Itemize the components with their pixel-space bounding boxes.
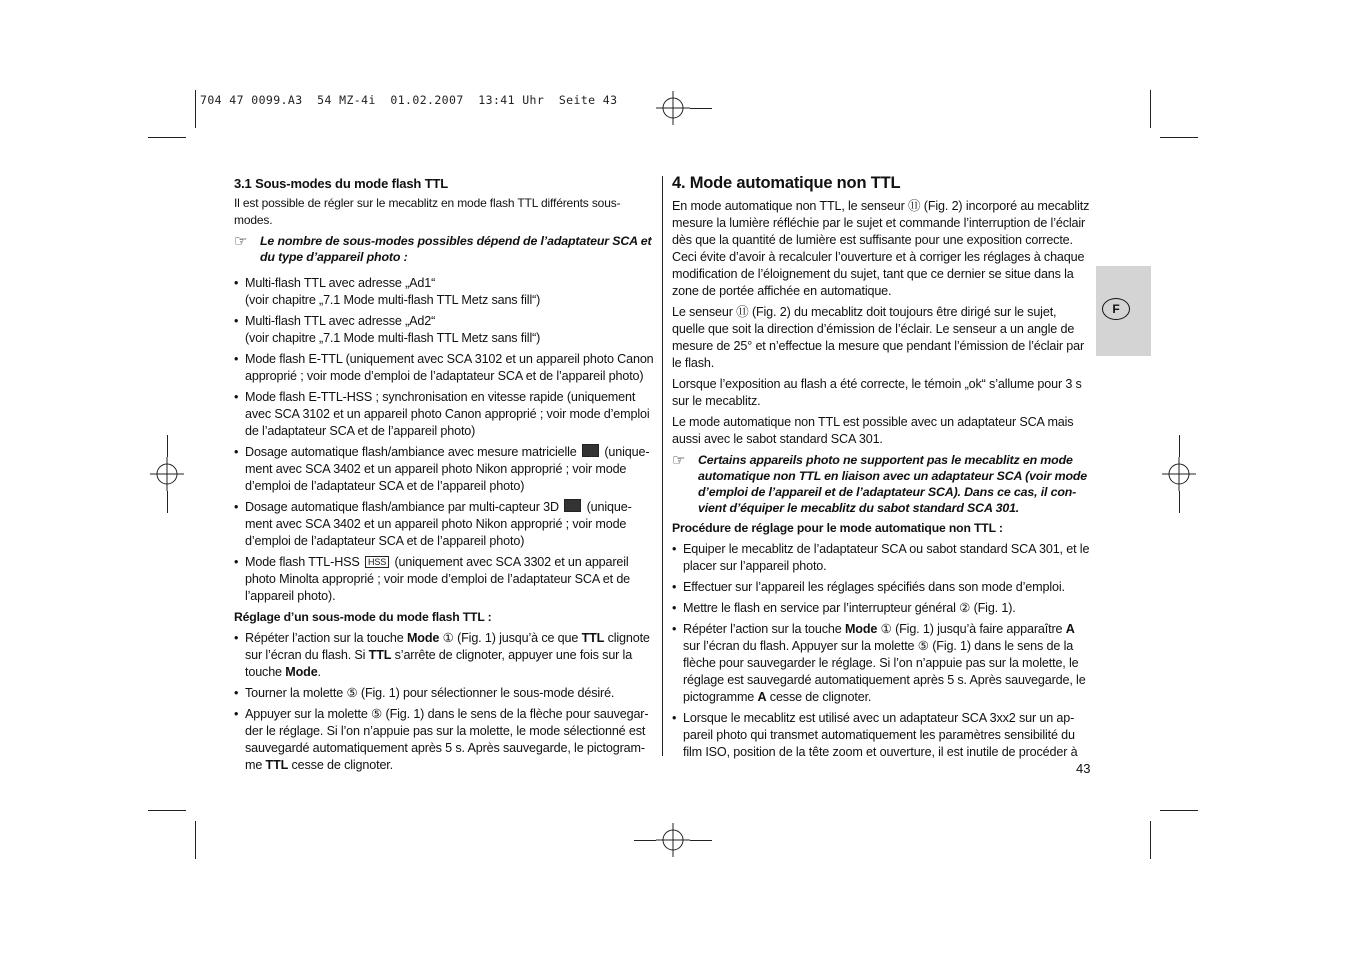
left-steps-list (234, 630, 658, 774)
registration-mark-top-icon (656, 91, 690, 125)
registration-mark-right-icon (1162, 457, 1196, 491)
crop-mark-top-right-h (1160, 137, 1198, 138)
3d-multi-sensor-icon (564, 499, 581, 512)
left-sub-heading: Réglage d’un sous-mode du mode flash TTL : (234, 610, 492, 624)
pointing-hand-icon: ☞ (672, 452, 686, 469)
list-item: • Appuyer sur la molette ⑤ (Fig. 1) dans le sens de la flèche pour sauvegar-der le réglage. Si l’on n’appuie pas sur la molette, le mode sélectionné est sauvegardé automatiquement après 5 s. Après sauvegarde, le pictogram-me TTL cesse de clignoter. (234, 706, 658, 774)
list-item: • Répéter l’action sur la touche Mode ① (Fig. 1) jusqu’à faire apparaître A sur l’écran du flash. Appuyer sur la molette ⑤ (Fig. 1) dans le sens de la flèche pour sauvegarder le réglage. Si l’on n’appuie pas sur la molette, le réglage est sauvegardé automatiquement après 5 s. Après sauvegarde, le pictogramme A cesse de clignoter. (672, 621, 1092, 706)
list-item: • Dosage automatique flash/ambiance par multi-capteur 3D (unique-ment avec SCA 3402 et un appareil photo Nikon approprié ; voir mode d’emploi de l’adaptateur SCA et de l’appareil photo) (234, 499, 658, 550)
crop-mark-bottom-right-v (1150, 821, 1151, 859)
list-item: • Mode flash TTL-HSS HSS (uniquement avec SCA 3302 et un appareil photo Minolta approprié ; voir mode d’emploi de l’adaptateur SCA et de l’appareil photo). (234, 554, 658, 605)
right-paragraph-4: Le mode automatique non TTL est possible avec un adaptateur SCA mais aussi avec le sabot standard SCA 301. (672, 415, 1074, 446)
print-header-line: 704 47 0099.A3 54 MZ-4i 01.02.2007 13:41 Uhr Seite 43 (200, 93, 618, 107)
registration-line-left-bottom (167, 491, 168, 513)
list-item: • Dosage automatique flash/ambiance avec mesure matricielle (unique-ment avec SCA 3402 et un appareil photo Nikon approprié ; voir mode d’emploi de l’adaptateur SCA et de l’appareil photo) (234, 444, 658, 495)
list-item: • Multi-flash TTL avec adresse „Ad2“ (voir chapitre „7.1 Mode multi-flash TTL Metz sans fill“) (234, 313, 658, 347)
matrix-metering-icon (582, 444, 599, 457)
list-item: • Mode flash E-TTL (uniquement avec SCA 3102 et un appareil photo Canon approprié ; voir mode d’emploi de l’adaptateur SCA et de l’appareil photo) (234, 351, 658, 385)
language-tab-letter: F (1102, 298, 1130, 320)
registration-mark-left-icon (150, 457, 184, 491)
left-intro: Il est possible de régler sur le mecablitz en mode flash TTL différents sous-modes. (234, 196, 621, 227)
crop-mark-top-right-v (1150, 90, 1151, 128)
list-item: • Lorsque le mecablitz est utilisé avec un adaptateur SCA 3xx2 sur un ap-pareil photo qui transmet automatiquement les paramètres sensibilité du film ISO, position de la tête zoom et ouverture, il est inutile de procéder à (672, 710, 1092, 761)
hss-badge: HSS (365, 556, 389, 568)
crop-mark-bottom-left-h (148, 810, 186, 811)
right-paragraph-2: Le senseur ⑪ (Fig. 2) du mecablitz doit toujours être dirigé sur le sujet, quelle que soit la direction d’émission de l’éclair. Le senseur a un angle de mesure de 25° et n’effectue la mesure que pendant l’émission de l’éclair par le flash. (672, 305, 1085, 370)
column-divider (662, 176, 663, 756)
right-paragraph-1: En mode automatique non TTL, le senseur ⑪ (Fig. 2) incorporé au mecablitz mesure la lumière réfléchie par le sujet et commande l’interruption de l’éclair dès que la quantité de lumière est suffisante pour une exposition correcte. Ceci évite d’avoir à recalculer l’ouverture et à corriger les réglages à chaque modification de l’éloignement du sujet, tant que ce dernier se situe dans la zone de portée affichée en automatique. (672, 199, 1090, 298)
right-paragraph-3: Lorsque l’exposition au flash a été correcte, le témoin „ok“ s’allume pour 3 s sur le mecablitz. (672, 377, 1082, 408)
registration-mark-bottom-icon (656, 823, 690, 857)
section-heading-3-1: 3.1 Sous-modes du mode flash TTL (234, 176, 449, 191)
crop-mark-top-left-v (195, 90, 196, 128)
submode-list (234, 275, 658, 605)
right-note-text: Certains appareils photo ne supportent pas le mecablitz en mode automatique non TTL en liaison avec un adaptateur SCA (voir mode d’emploi de l’appareil et de l’adaptateur SCA). Dans ce cas, il con-vient d’équiper le mecablitz du sabot standard SCA 301. (698, 453, 1088, 515)
left-note (234, 233, 658, 265)
list-item: • Equiper le mecablitz de l’adaptateur SCA ou sabot standard SCA 301, et le placer sur l’appareil photo. (672, 541, 1092, 575)
registration-line-right-bottom (1179, 491, 1180, 513)
registration-line-left-top (167, 435, 168, 457)
registration-line-bottom-right (690, 840, 712, 841)
right-note (672, 452, 1092, 516)
page-number: 43 (1076, 761, 1091, 776)
list-item: • Mode flash E-TTL-HSS ; synchronisation en vitesse rapide (uniquement avec SCA 3102 et un appareil photo Canon approprié ; voir mode d’emploi de l’adaptateur SCA et de l’appareil photo) (234, 389, 658, 440)
registration-line-bottom-left (634, 840, 656, 841)
list-item: • Mettre le flash en service par l’interrupteur général ② (Fig. 1). (672, 600, 1092, 617)
list-item: • Effectuer sur l’appareil les réglages spécifiés dans son mode d’emploi. (672, 579, 1092, 596)
right-column (672, 175, 1092, 765)
list-item: • Répéter l’action sur la touche Mode ① (Fig. 1) jusqu’à ce que TTL clignote sur l’écran du flash. Si TTL s’arrête de clignoter, appuyer une fois sur la touche Mode. (234, 630, 658, 681)
registration-line-right-top (1179, 435, 1180, 457)
list-item: • Multi-flash TTL avec adresse „Ad1“ (voir chapitre „7.1 Mode multi-flash TTL Metz sans fill“) (234, 275, 658, 309)
right-steps-list (672, 541, 1092, 761)
right-sub-heading: Procédure de réglage pour le mode automatique non TTL : (672, 521, 1003, 535)
list-item: • Tourner la molette ⑤ (Fig. 1) pour sélectionner le sous-mode désiré. (234, 685, 658, 702)
left-column (234, 175, 658, 778)
crop-mark-top-left-h (148, 137, 186, 138)
pointing-hand-icon: ☞ (234, 233, 248, 250)
section-heading-4: 4. Mode automatique non TTL (672, 174, 901, 192)
left-note-text: Le nombre de sous-modes possibles dépend de l’adaptateur SCA et du type d’appareil photo : (260, 234, 652, 264)
registration-line-top (690, 108, 712, 109)
crop-mark-bottom-right-h (1160, 810, 1198, 811)
crop-mark-bottom-left-v (195, 821, 196, 859)
